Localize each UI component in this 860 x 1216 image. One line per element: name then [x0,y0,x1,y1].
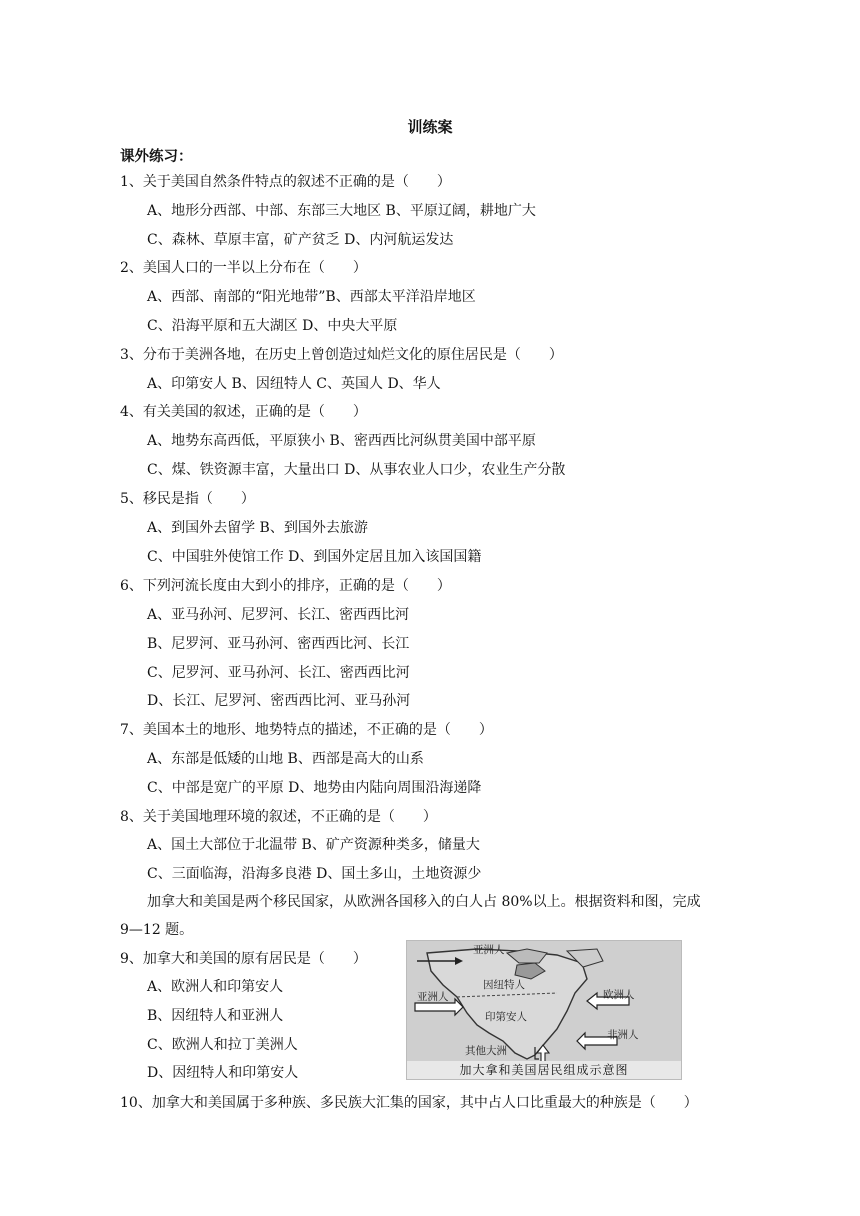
question-1-stem: 1、关于美国自然条件特点的叙述不正确的是（ ） [120,174,451,190]
map-label-inuit: 因纽特人 [483,979,525,991]
question-9-option-c: C、欧洲人和拉丁美洲人 [147,1037,298,1053]
question-8-options-cd: C、三面临海，沿海多良港 D、国土多山，土地资源少 [147,866,482,882]
question-7-options-cd: C、中部是宽广的平原 D、地势由内陆向周围沿海递降 [147,780,482,796]
question-9-stem: 9、加拿大和美国的原有居民是（ ） [120,951,367,967]
question-4-stem: 4、有关美国的叙述，正确的是（ ） [120,404,367,420]
question-5-stem: 5、移民是指（ ） [120,491,255,507]
question-1-options-cd: C、森林、草原丰富，矿产贫乏 D、内河航运发达 [147,232,454,248]
material-paragraph-line-2: 9—12 题。 [120,922,194,938]
map-label-asian-west: 亚洲人 [417,991,449,1003]
question-2-options-cd: C、沿海平原和五大湖区 D、中央大平原 [147,318,398,334]
question-4-options-ab: A、地势东高西低，平原狭小 B、密西西比河纵贯美国中部平原 [147,433,536,449]
question-7-options-ab: A、东部是低矮的山地 B、西部是高大的山系 [147,751,424,767]
question-2-options-ab: A、西部、南部的“阳光地带”B、西部太平洋沿岸地区 [147,289,476,305]
page-title: 训练案 [407,118,453,136]
question-9-option-b: B、因纽特人和亚洲人 [147,1008,284,1024]
question-5-options-cd: C、中国驻外使馆工作 D、到国外定居且加入该国国籍 [147,549,482,565]
material-paragraph-line-1: 加拿大和美国是两个移民国家，从欧洲各国移入的白人占 80%以上。根据资料和图，完成 [147,894,701,910]
question-6-option-b: B、尼罗河、亚马孙河、密西西比河、长江 [147,636,410,652]
map-label-european: 欧洲人 [603,989,635,1001]
section-heading: 课外练习： [120,149,193,165]
north-america-map-drawing [407,941,681,1079]
question-9-option-a: A、欧洲人和印第安人 [147,979,284,995]
question-2-stem: 2、美国人口的一半以上分布在（ ） [120,260,367,276]
map-label-indian: 印第安人 [485,1011,527,1023]
question-5-options-ab: A、到国外去留学 B、到国外去旅游 [147,520,368,536]
immigration-map-figure [406,940,682,1080]
question-7-stem: 7、美国本土的地形、地势特点的描述，不正确的是（ ） [120,722,493,738]
map-caption: 加大拿和美国居民组成示意图 [407,1061,681,1079]
question-4-options-cd: C、煤、铁资源丰富，大量出口 D、从事农业人口少，农业生产分散 [147,462,566,478]
question-9-option-d: D、因纽特人和印第安人 [147,1065,299,1081]
map-label-asian-north: 亚洲人 [473,944,505,956]
question-8-options-ab: A、国土大部位于北温带 B、矿产资源种类多，储量大 [147,837,480,853]
question-3-stem: 3、分布于美洲各地，在历史上曾创造过灿烂文化的原住居民是（ ） [120,347,563,363]
question-1-options-ab: A、地形分西部、中部、东部三大地区 B、平原辽阔，耕地广大 [147,203,536,219]
question-6-option-a: A、亚马孙河、尼罗河、长江、密西西比河 [147,607,410,623]
map-label-african: 非洲人 [607,1029,639,1041]
question-6-option-d: D、长江、尼罗河、密西西比河、亚马孙河 [147,693,411,709]
question-6-option-c: C、尼罗河、亚马孙河、长江、密西西比河 [147,665,410,681]
question-3-options: A、印第安人 B、因纽特人 C、英国人 D、华人 [147,376,441,392]
map-label-other-continents: 其他大洲 [465,1045,507,1057]
question-10-stem: 10、加拿大和美国属于多种族、多民族大汇集的国家，其中占人口比重最大的种族是（ ） [120,1095,698,1111]
question-6-stem: 6、下列河流长度由大到小的排序，正确的是（ ） [120,578,451,594]
question-8-stem: 8、关于美国地理环境的叙述，不正确的是（ ） [120,809,437,825]
